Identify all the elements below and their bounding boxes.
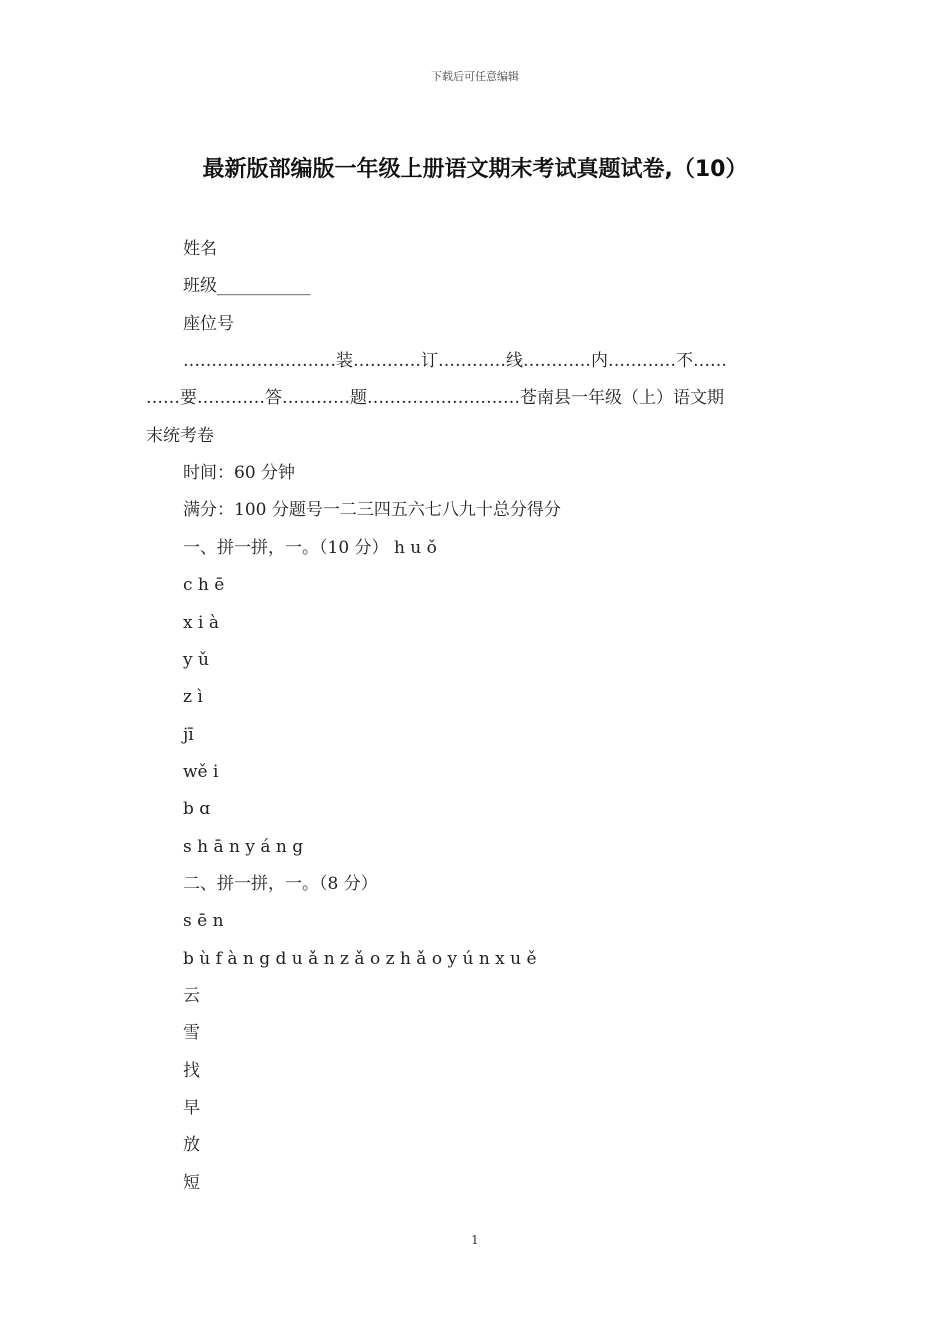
exam-time: 时间：60 分钟 — [183, 463, 296, 483]
character-item: 雪 — [183, 1023, 200, 1043]
page-number: 1 — [471, 1233, 479, 1247]
pinyin-item: y ǔ — [183, 650, 209, 670]
document-title: 最新版部编版一年级上册语文期末考试真题试卷,（10） — [202, 157, 748, 182]
pinyin-item: c h ē — [183, 575, 225, 595]
pinyin-item: jī — [183, 725, 194, 745]
class-field-label: 班级___________ — [183, 276, 311, 296]
exam-name-cont: 末统考卷 — [146, 426, 214, 446]
pinyin-item: wě i — [183, 762, 219, 782]
pinyin-item: b ɑ — [183, 799, 211, 819]
binding-line-2: ……要…………答…………题………………………苍南县一年级（上）语文期 — [146, 388, 724, 408]
name-field-label: 姓名 — [183, 239, 217, 259]
section-2-heading: 二、拼一拼，一。（8 分） — [183, 874, 378, 894]
exam-score: 满分：100 分题号一二三四五六七八九十总分得分 — [183, 500, 561, 520]
pinyin-item: s ē n — [183, 911, 224, 931]
character-item: 早 — [183, 1098, 200, 1118]
character-item: 云 — [183, 986, 200, 1006]
pinyin-item: b ù f à n g d u ǎ n z ǎ o z h ǎ o y ú n x u ě — [183, 949, 537, 969]
header-note: 下载后可任意编辑 — [431, 70, 519, 83]
seat-field-label: 座位号 — [183, 314, 234, 334]
character-item: 短 — [183, 1173, 200, 1193]
character-item: 放 — [183, 1135, 200, 1155]
binding-line-1: ………………………装…………订…………线…………内…………不…… — [183, 351, 727, 371]
section-1-heading: 一、拼一拼，一。（10 分） h u ǒ — [183, 538, 437, 558]
pinyin-item: z ì — [183, 687, 203, 707]
pinyin-item: s h ā n y á n g — [183, 837, 304, 857]
character-item: 找 — [183, 1061, 200, 1081]
pinyin-item: x i à — [183, 613, 219, 633]
